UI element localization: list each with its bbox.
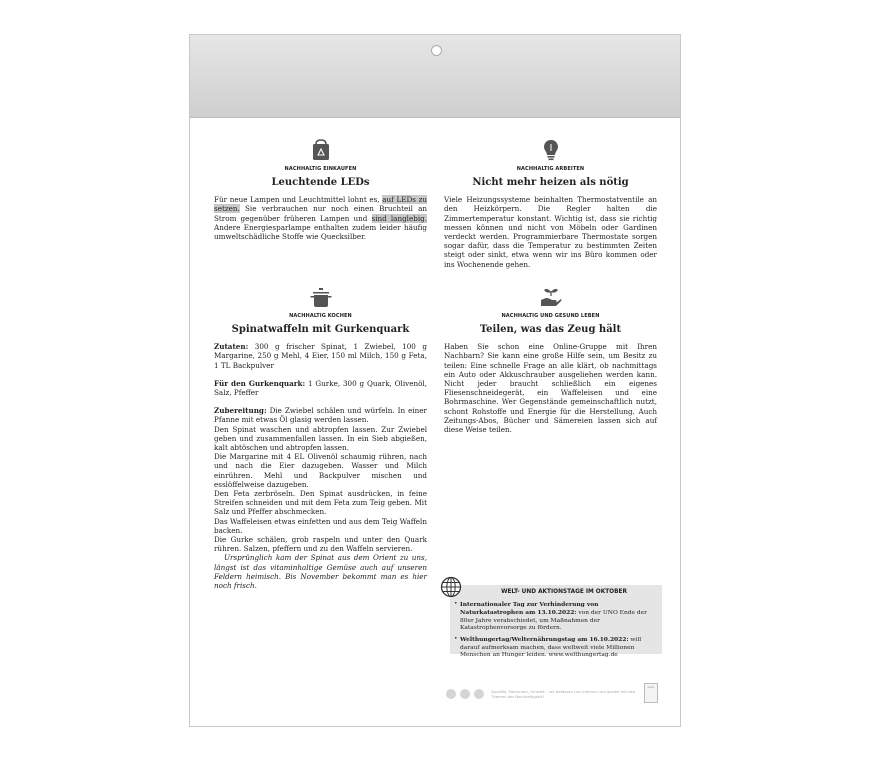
section-nicht-mehr-heizen — [444, 139, 657, 269]
category-label: NACHHALTIG UND GESUND LEBEN — [501, 313, 600, 319]
footer — [446, 686, 658, 706]
preparation-step: Die Margarine mit 4 EL Olivenöl schaumig rühren, nach und nach die Eier dazugeben. Wasser und Milch einrühren. Mehl und Backpulver mischen und esslöffelweise dazugeben. — [214, 452, 427, 489]
section-title: Spinatwaffeln mit Gurkenquark — [231, 324, 410, 336]
calendar-hanger — [190, 35, 680, 118]
people-icon — [460, 689, 470, 699]
footer-text: Qualität, Menschen, Umwelt – wir befassen uns intensiv und gezielt mit den Themen der Nachhaltigkeit! — [491, 689, 636, 699]
brand-logo: seller — [644, 683, 658, 703]
hand-plant-icon — [540, 286, 562, 308]
calendar-sheet — [189, 34, 681, 727]
globe-icon — [440, 576, 462, 598]
lightbulb-icon — [540, 139, 562, 161]
section-title: Nicht mehr heizen als nötig — [472, 177, 629, 189]
section-title: Teilen, was das Zeug hält — [479, 324, 622, 336]
cooking-pot-icon — [310, 286, 332, 308]
preparation-step: Zubereitung: Die Zwiebel schälen und würfeln. In einer Pfanne mit etwas Öl glasig werden lassen. — [214, 406, 427, 425]
preparation-step: Den Feta zerbröseln. Den Spinat ausdrücken, in feine Streifen schneiden und mit dem Feta zum Teig geben. Mit Salz und Pfeffer abschmecken. — [214, 489, 427, 517]
section-teilen — [444, 286, 657, 434]
category-label: NACHHALTIG KOCHEN — [289, 313, 352, 319]
section-leuchtende-leds — [214, 139, 427, 241]
list-item: • Welthungertag/Welternährungstag am 16.10.2022: will darauf aufmerksam machen, dass weltweit viele Millionen Menschen an Hunger leiden. www.welthungertag.de — [460, 636, 658, 660]
preparation-step: Den Spinat waschen und abtropfen lassen. Zur Zwiebel geben und zusammenfallen lassen. In ein Sieb abgießen, kalt abtöschen und abtropfen lassen. — [214, 424, 427, 453]
section-text: Haben Sie schon eine Online-Gruppe mit Ihren Nachbarn? Sie kann eine große Hilfe sein, um Besitz zu teilen: Eine schnelle Frage an alle klärt, ob nachmittags ein Auto oder Akkuschrauber ausgeliehen werden kann. Nicht jeder braucht schließlich ein eigenes Fliesenschneidegerät, ein Waffeleisen und eine Bohrmaschine. Wer Gegenstände gemeinschaftlich nutzt, schont Rohstoffe und Energie für die Herstellung. Auch Zeitungs-Abos, Bücher und Sämereien lassen sich auf diese Weise teilen. — [444, 342, 657, 435]
section-spinatwaffeln — [214, 286, 427, 590]
section-title: Leuchtende LEDs — [271, 177, 370, 189]
category-label: NACHHALTIG EINKAUFEN — [284, 166, 357, 172]
environment-icon — [474, 689, 484, 699]
events-box — [450, 585, 662, 659]
preparation-step: Die Gurke schälen, grob raspeln und unter den Quark rühren. Salzen, pfeffern und zu den Waffeln servieren. — [214, 535, 427, 554]
ingredients-text: Zutaten: 300 g frischer Spinat, 1 Zwiebel, 100 g Margarine, 250 g Mehl, 4 Eier, 150 ml Milch, 150 g Feta, 1 TL Backpulver — [214, 342, 427, 370]
recipe-note: Ursprünglich kam der Spinat aus dem Orient zu uns, längst ist das vitaminhaltige Gemüse auch auf unseren Feldern heimisch. Bis November bekommt man es hier noch frisch. — [214, 553, 427, 591]
events-box-title: WELT- UND AKTIONSTAGE IM OKTOBER — [501, 589, 627, 595]
preparation-step: Das Waffeleisen etwas einfetten und aus dem Teig Waffeln backen. — [214, 516, 427, 535]
hanging-hole — [431, 45, 442, 56]
recycle-bag-icon — [310, 139, 332, 161]
highlight: sind langlebig. — [371, 213, 428, 223]
events-list — [450, 601, 662, 660]
highlight: auf LEDs zu setzen. — [214, 195, 427, 214]
quark-ingredients-text: Für den Gurkenquark: 1 Gurke, 300 g Quark, Olivenöl, Salz, Pfeffer — [214, 378, 428, 398]
section-text: Für neue Lampen und Leuchtmittel lohnt es, auf LEDs zu setzen. Sie verbrauchen nur noch einen Bruchteil an Strom gegenüber früheren Lampen und sind langlebig. Andere Energiesparlampe enthalten zudem leider häufig umweltschädliche Stoffe wie Quecksilber. — [214, 195, 428, 242]
list-item: • Internationaler Tag zur Verhinderung von Naturkatastrophen am 13.10.2022: von der UNO Ende der 80er Jahre verabschiedet, um Maßnahmen der Katastrophenvorsorge zu fördern. — [460, 601, 658, 633]
section-text: Viele Heizungssysteme beinhalten Thermostatventile an den Heizkörpern. Die Regler halten die Zimmertemperatur konstant. Wichtig ist, dass sie richtig messen können und nicht von Möbeln oder Gardinen verdeckt werden. Programmierbare Thermostate sorgen sogar dafür, dass die Temperatur zu bestimmten Zeiten steigt oder sinkt, etwa wenn wir ins Büro kommen oder ins Wochenende gehen. — [444, 195, 657, 269]
quality-icon — [446, 689, 456, 699]
category-label: NACHHALTIG ARBEITEN — [516, 166, 585, 172]
